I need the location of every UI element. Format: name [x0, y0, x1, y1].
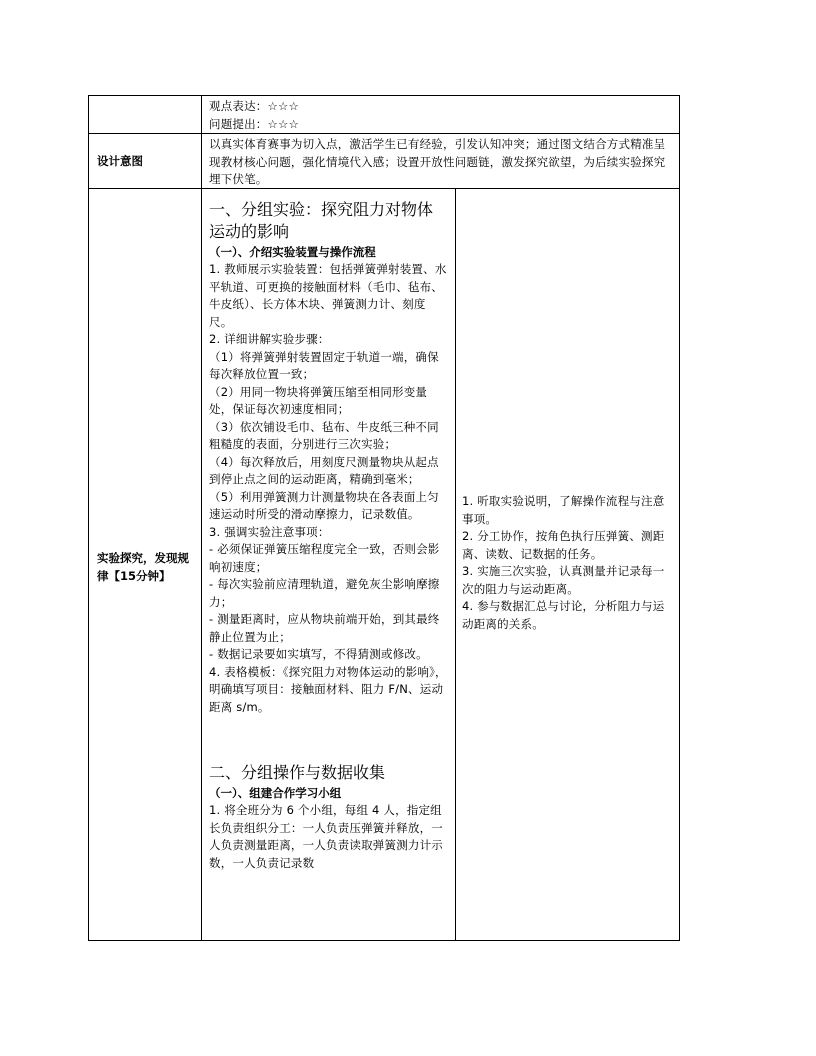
- teacher-step: - 数据记录要如实填写，不得猜测或修改。: [209, 647, 428, 661]
- student-steps: [462, 493, 674, 633]
- experiment-row: [89, 189, 679, 941]
- teacher-step: - 必须保证弹簧压缩程度完全一致，否则会影响初速度；: [209, 542, 440, 574]
- subsection-heading-1: （一）、介绍实验装置与操作流程: [209, 245, 376, 259]
- student-step: 2. 分工协作，按角色执行压弹簧、测距离、读数、记数据的任务。: [462, 529, 665, 561]
- section-heading-1: 一、分组实验：探究阻力对物体运动的影响: [209, 200, 434, 241]
- evaluation-line-opinion: 观点表达：☆☆☆: [209, 99, 300, 113]
- teacher-step: （1）将弹簧弹射装置固定于轨道一端，确保每次释放位置一致；: [209, 349, 439, 381]
- student-activity-cell: [456, 189, 679, 941]
- teacher-step: 3. 强调实验注意事项：: [209, 524, 330, 539]
- teacher-step: （3）依次铺设毛巾、毡布、牛皮纸三种不同粗糙度的表面，分别进行三次实验；: [209, 419, 439, 451]
- teacher-step: 1. 教师展示实验装置：包括弹簧弹射装置、水平轨道、可更换的接触面材料（毛巾、毡布、牛皮纸）、长方体木块、弹簧测力计、刻度尺。: [209, 262, 447, 329]
- design-intent-row: [89, 134, 679, 189]
- teacher-step: （5）利用弹簧测力计测量物块在各表面上匀速运动时所受的滑动摩擦力，记录数值。: [209, 489, 439, 521]
- evaluation-label-cell: [89, 96, 202, 133]
- design-intent-content-cell: [202, 134, 679, 188]
- student-step: 4. 参与数据汇总与讨论，分析阻力与运动距离的关系。: [462, 599, 665, 631]
- student-step: 3. 实施三次实验，认真测量并记录每一次的阻力与运动距离。: [462, 564, 665, 596]
- teacher-step: 2. 详细讲解实验步骤：: [209, 332, 330, 346]
- teacher-step: 1. 将全班分为 6 个小组，每组 4 人，指定组长负责组织分工：一人负责压弹簧并释放，一人负责测量距离，一人负责读取弹簧测力计示数，一人负责记录数: [209, 803, 443, 870]
- spacer: [209, 716, 447, 762]
- teacher-step: （2）用同一物块将弹簧压缩至相同形变量处，保证每次初速度相同；: [209, 384, 428, 416]
- teacher-step: - 每次实验前应清理轨道，避免灰尘影响摩擦力；: [209, 577, 440, 609]
- subsection-heading-2: （一）、组建合作学习小组: [209, 786, 342, 800]
- teacher-step: - 测量距离时，应从物块前端开始，到其最终静止位置为止；: [209, 612, 440, 644]
- experiment-label-cell: [89, 189, 202, 941]
- student-step: 1. 听取实验说明，了解操作流程与注意事项。: [462, 494, 665, 526]
- section-heading-2: 二、分组操作与数据收集: [209, 763, 386, 782]
- design-intent-label: 设计意图: [97, 154, 143, 168]
- evaluation-line-question: 问题提出：☆☆☆: [209, 116, 300, 131]
- evaluation-row: [89, 96, 679, 134]
- lesson-plan-table: [88, 95, 680, 941]
- teacher-steps: [209, 261, 447, 716]
- evaluation-content-cell: [202, 96, 679, 133]
- experiment-label: 实验探究，发现规律【15分钟】: [97, 551, 189, 583]
- design-intent-text: 以真实体育赛事为切入点，激活学生已有经验，引发认知冲突；通过图文结合方式精准呈现教材核心问题，强化情境代入感；设置开放性问题链，激发探究欲望，为后续实验探究埋下伏笔。: [209, 137, 666, 186]
- teacher-step: 4. 表格模板：《探究阻力对物体运动的影响》，明确填写项目：接触面材料、阻力 F/N、运动距离 s/m。: [209, 664, 447, 714]
- design-intent-label-cell: [89, 134, 202, 188]
- teacher-step: （4）每次释放后，用刻度尺测量物块从起点到停止点之间的运动距离，精确到毫米；: [209, 454, 439, 486]
- teacher-activity-cell: [202, 189, 456, 941]
- teacher-steps-2: [209, 802, 447, 872]
